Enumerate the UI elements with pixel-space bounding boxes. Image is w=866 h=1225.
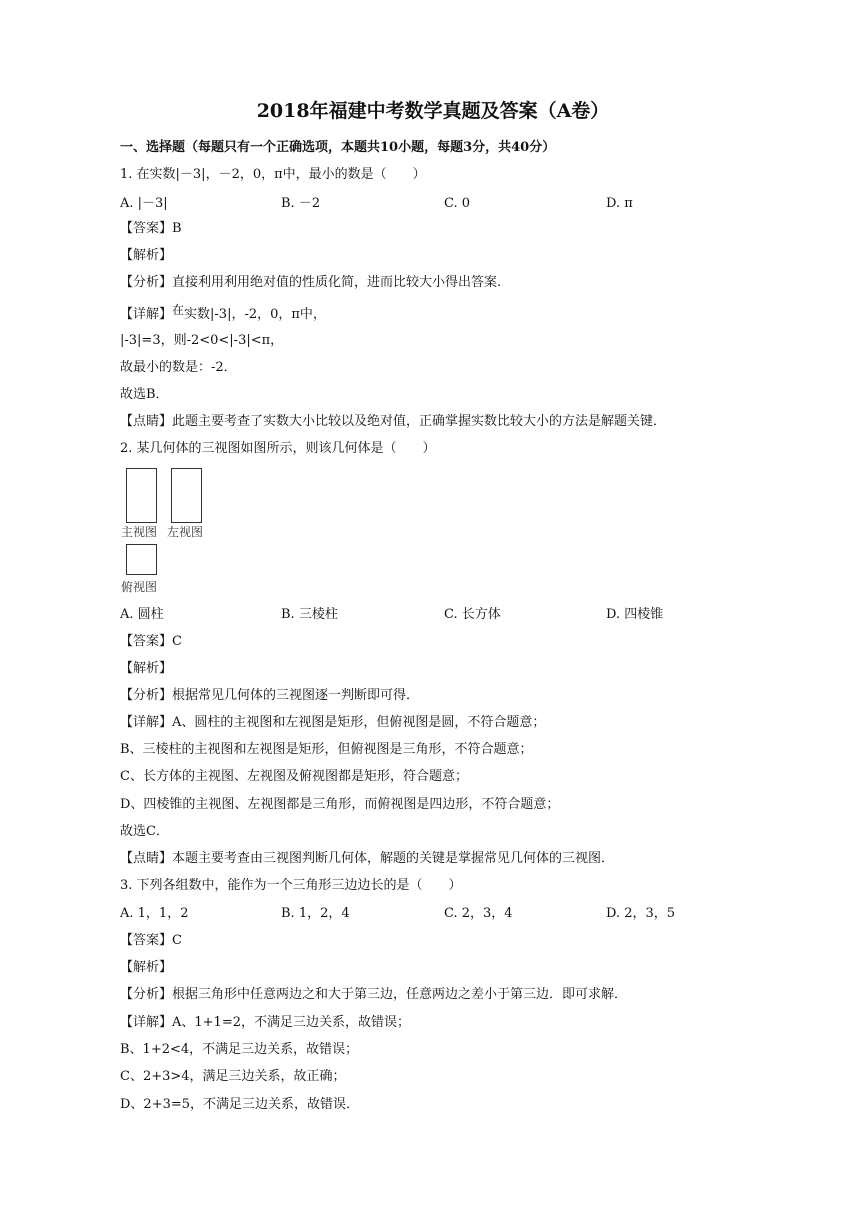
front-view-rect [126,468,157,523]
front-view-label: 主视图 [121,525,158,539]
left-view-rect [171,468,202,523]
q2-xiangjie: 【详解】A、圆柱的主视图和左视图是矩形，但俯视图是圆，不符合题意； [120,715,546,730]
q3-option-a: A. 1，1，2 [120,906,189,921]
q3-jiexi: 【解析】 [120,960,173,975]
q1-dianjing: 【点睛】此题主要考查了实数大小比较以及绝对值，正确掌握实数比较大小的方法是解题关键． [120,414,667,429]
q2-line-d: D、四棱锥的主视图、左视图都是三角形，而俯视图是四边形，不符合题意； [120,797,560,812]
q3-option-c: C. 2，3，4 [444,906,513,921]
q1-option-c: C. 0 [444,196,471,211]
q3-line-b: B、1+2<4，不满足三边关系，故错误； [120,1042,359,1057]
q2-dianjing: 【点睛】本题主要考查由三视图判断几何体，解题的关键是掌握常见几何体的三视图． [120,851,615,866]
q3-answer: 【答案】C [120,933,182,948]
q1-option-d: D. π [606,196,633,211]
q2-option-c: C. 长方体 [444,607,501,622]
q2-answer: 【答案】C [120,634,182,649]
q2-line-b: B、三棱柱的主视图和左视图是矩形，但俯视图是三角形，不符合题意； [120,742,533,757]
q1-option-b: B. －2 [281,196,321,211]
q1-fenxi: 【分析】直接利用利用绝对值的性质化简，进而比较大小得出答案. [120,275,502,290]
q3-fenxi: 【分析】根据三角形中任意两边之和大于第三边，任意两边之差小于第三边．即可求解． [120,987,628,1002]
q1-xiangjie [120,305,326,324]
q3-option-d: D. 2，3，5 [606,906,676,921]
q1-xiangjie-label: 【详解】 [120,307,173,322]
q1-xiangjie-rest: 实数|-3|，-2，0，π中， [184,307,326,322]
q1-jiexi: 【解析】 [120,248,173,263]
q1-line4: 故选B． [120,387,169,402]
left-view-label: 左视图 [167,525,204,539]
section-heading: 一、选择题（每题只有一个正确选项，本题共10小题，每题3分，共40分） [120,140,556,155]
q3-xiangjie: 【详解】A、1+1=2，不满足三边关系，故错误； [120,1015,410,1030]
q3-line-d: D、2+3=5，不满足三边关系，故错误． [120,1097,360,1112]
q2-option-a: A. 圆柱 [120,607,164,622]
q2-option-b: B. 三棱柱 [281,607,338,622]
top-view-rect [126,544,157,575]
q1-question: 1. 在实数|－3|，－2，0，π中，最小的数是（ ） [120,167,426,182]
q3-question: 3. 下列各组数中，能作为一个三角形三边边长的是（ ） [120,878,462,893]
q1-line3: 故最小的数是：-2． [120,360,237,375]
q1-option-a: A. |－3| [120,196,168,211]
q2-line-c: C、长方体的主视图、左视图及俯视图都是矩形，符合题意； [120,769,468,784]
q2-jiexi: 【解析】 [120,661,173,676]
q1-line2: |-3|=3，则-2<0<|-3|<π， [120,333,284,348]
q2-option-d: D. 四棱锥 [606,607,664,622]
q2-line-end: 故选C． [120,824,169,839]
q3-line-c: C、2+3>4，满足三边关系，故正确； [120,1069,346,1084]
q2-question: 2. 某几何体的三视图如图所示，则该几何体是（ ） [120,441,436,456]
q3-option-b: B. 1，2，4 [281,906,350,921]
top-view-label: 俯视图 [121,580,158,594]
q2-fenxi: 【分析】根据常见几何体的三视图逐一判断即可得． [120,688,420,703]
q1-answer: 【答案】B [120,221,182,236]
page-title: 2018年福建中考数学真题及答案（A卷） [256,100,610,122]
q1-xiangjie-zai: 在 [172,303,185,317]
